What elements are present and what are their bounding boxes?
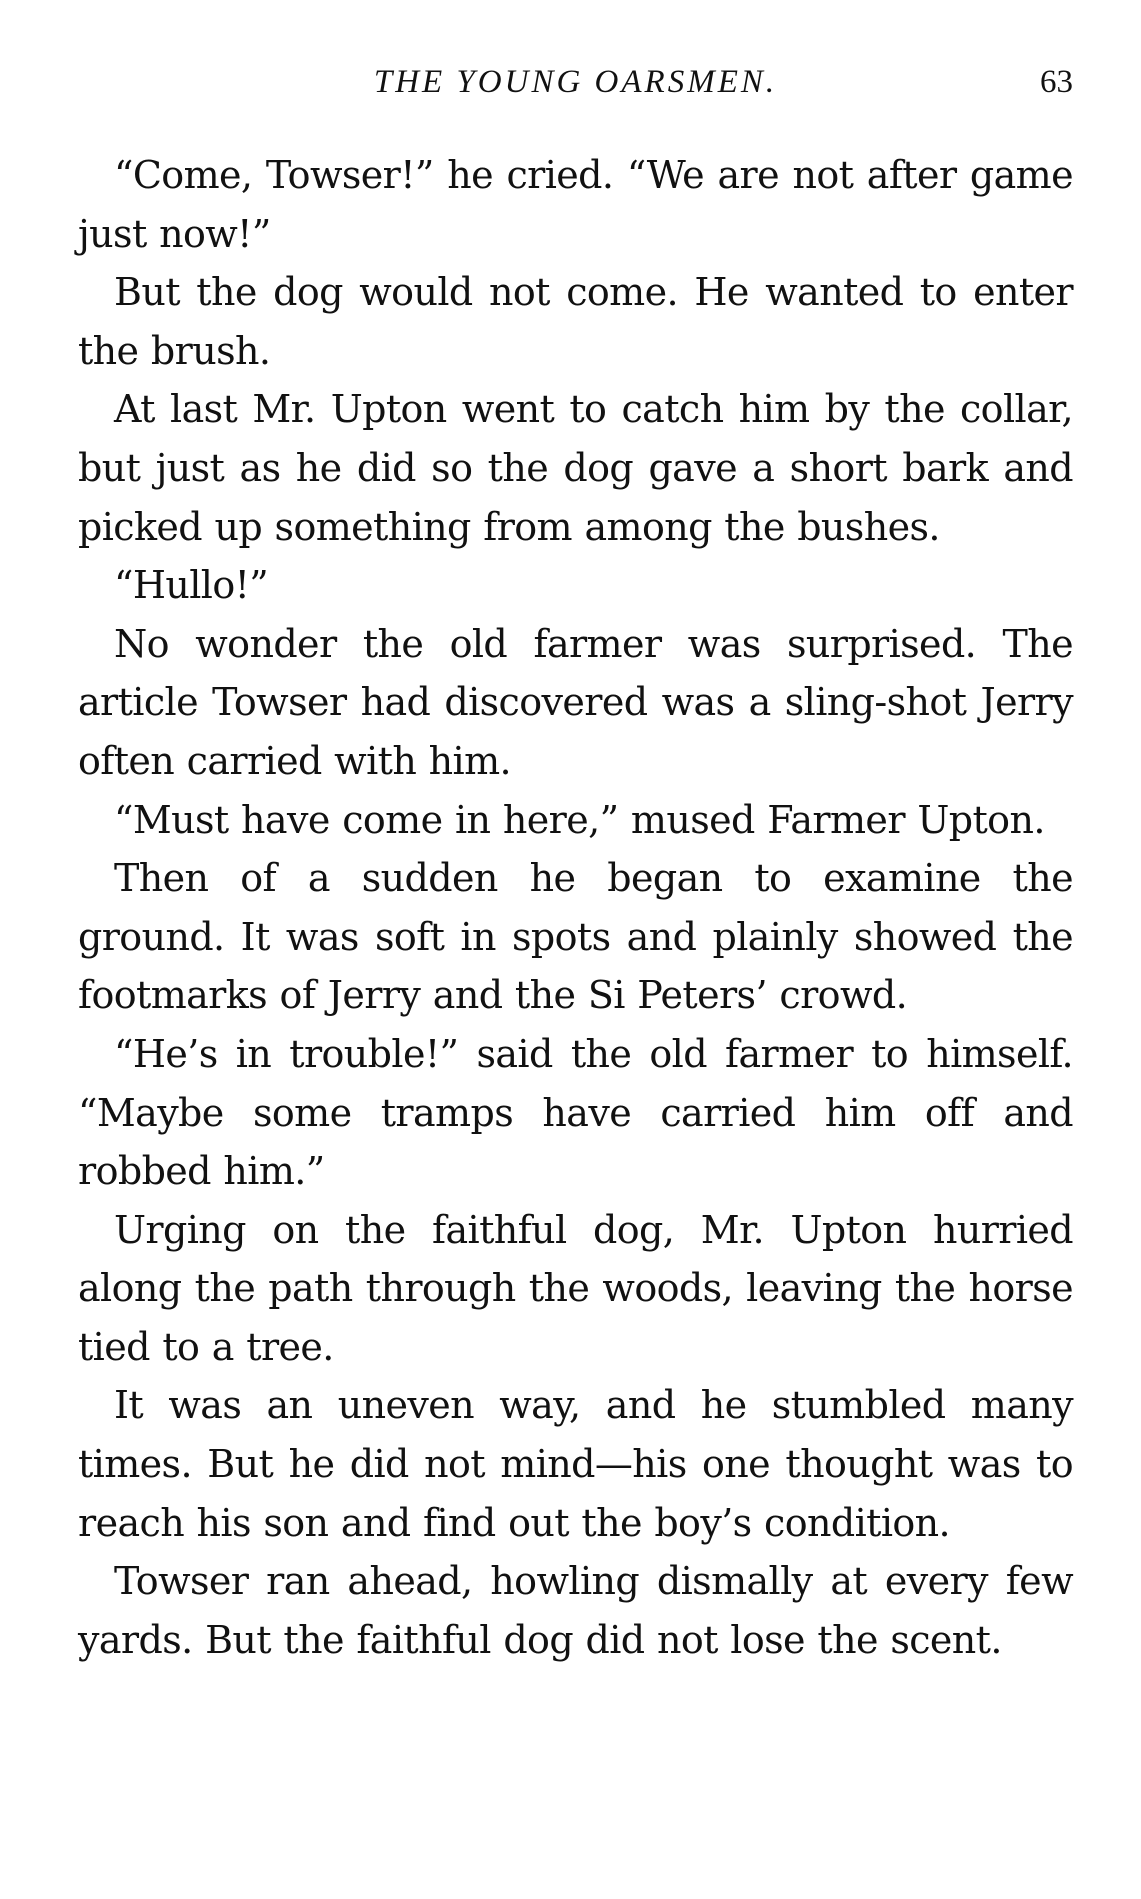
paragraph: Urging on the faithful dog, Mr. Upton hurried along the path through the woods, leaving the horse tied to a tree.	[78, 1207, 1073, 1369]
page-number: 63	[1040, 64, 1073, 100]
paragraph: “Must have come in here,” mused Farmer Upton.	[114, 797, 1045, 842]
body-text	[78, 146, 1073, 1669]
running-head	[78, 62, 1073, 102]
running-title: THE YOUNG OARSMEN.	[373, 64, 778, 100]
paragraph: At last Mr. Upton went to catch him by the collar, but just as he did so the dog gave a short bark and picked up something from among the bushes.	[78, 387, 1073, 549]
paragraph: Towser ran ahead, howling dismally at every few yards. But the faithful dog did not lose the scent.	[78, 1559, 1073, 1662]
paragraph: But the dog would not come. He wanted to enter the brush.	[78, 270, 1073, 373]
paragraph: “Come, Towser!” he cried. “We are not after game just now!”	[78, 153, 1073, 256]
paragraph: “Hullo!”	[114, 563, 269, 608]
paragraph: No wonder the old farmer was surprised. The article Towser had discovered was a sling-shot Jerry often carried with him.	[78, 621, 1073, 783]
paragraph: Then of a sudden he began to examine the ground. It was soft in spots and plainly showed the footmarks of Jerry and the Si Peters’ crowd.	[78, 856, 1073, 1018]
paragraph: It was an uneven way, and he stumbled many times. But he did not mind—his one thought was to reach his son and find out the boy’s condition.	[78, 1383, 1073, 1545]
paragraph: “He’s in trouble!” said the old farmer to himself. “Maybe some tramps have carried him off and robbed him.”	[78, 1031, 1073, 1194]
